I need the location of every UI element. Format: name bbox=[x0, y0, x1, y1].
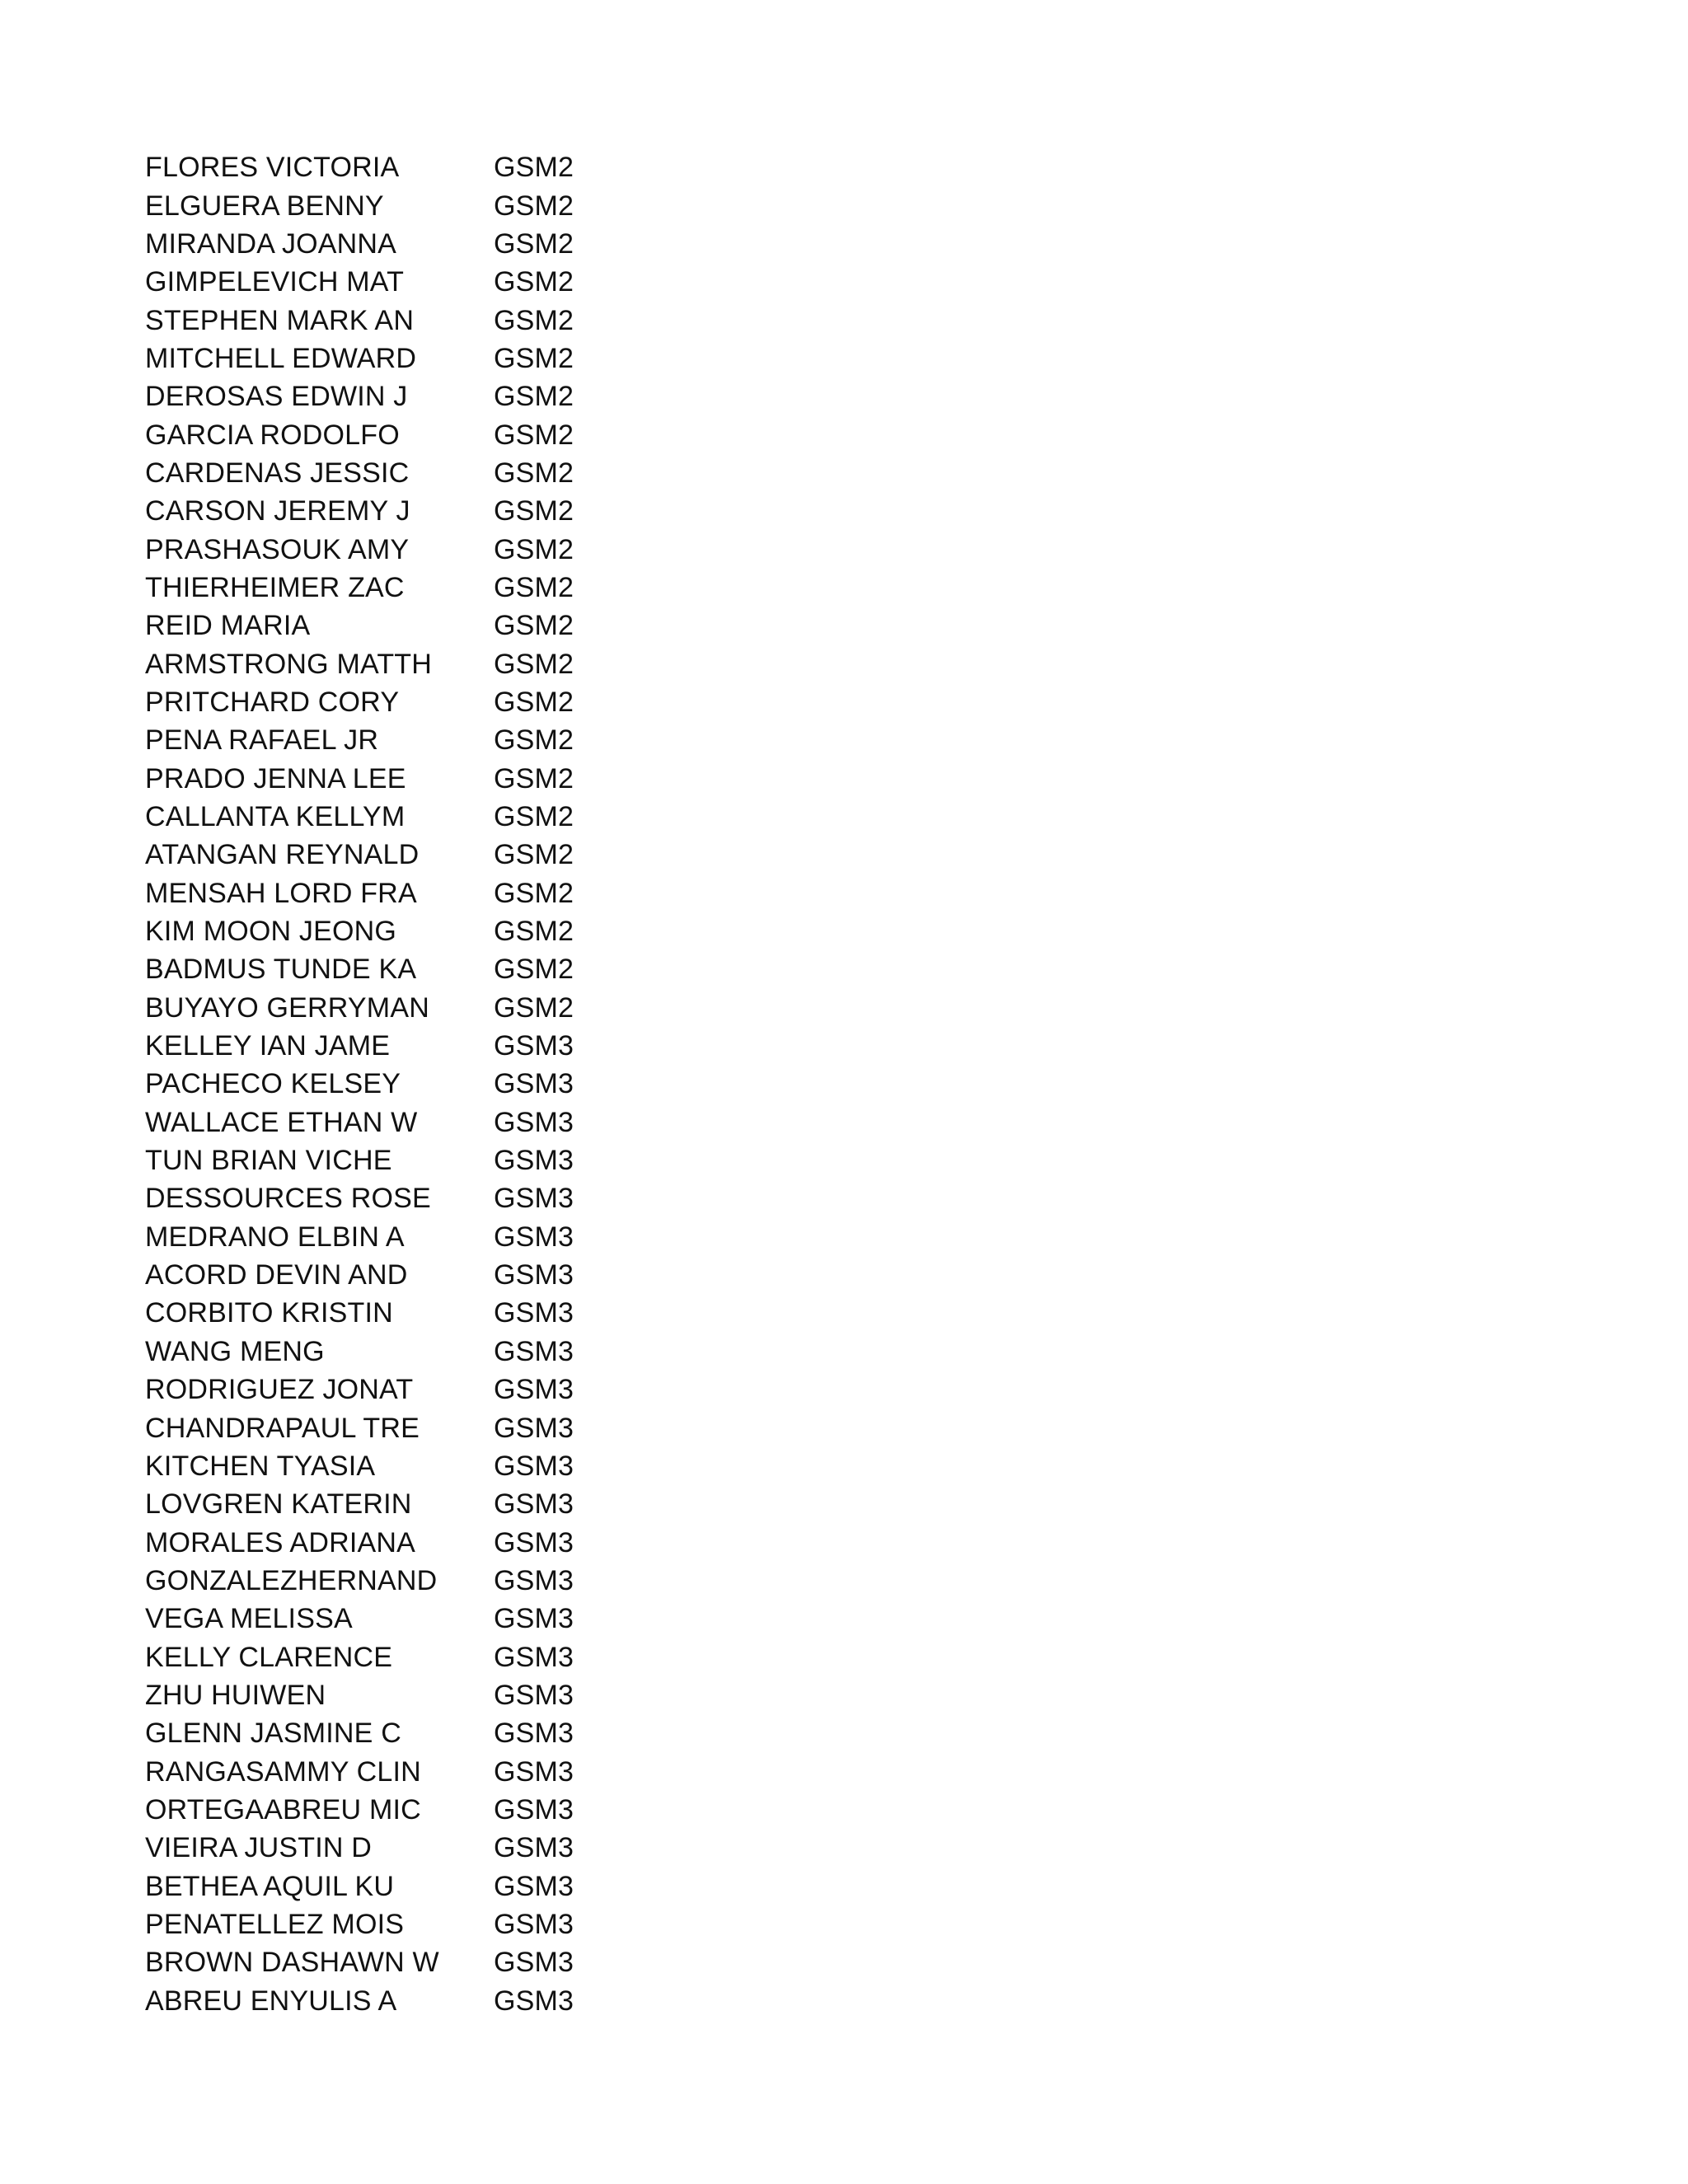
person-name: ACORD DEVIN AND bbox=[145, 1259, 408, 1291]
person-name: REID MARIA bbox=[145, 610, 311, 642]
group-code: GSM2 bbox=[494, 419, 574, 451]
list-item bbox=[145, 607, 607, 644]
group-code: GSM2 bbox=[494, 152, 574, 184]
person-name: GIMPELEVICH MAT bbox=[145, 266, 405, 298]
list-item bbox=[145, 1141, 607, 1179]
group-code: GSM2 bbox=[494, 227, 574, 260]
person-name: KITCHEN TYASIA bbox=[145, 1450, 376, 1482]
list-item bbox=[145, 415, 607, 453]
list-item bbox=[145, 1562, 607, 1600]
list-item bbox=[145, 1104, 607, 1141]
group-code: GSM2 bbox=[494, 724, 574, 757]
group-code: GSM3 bbox=[494, 1106, 574, 1138]
group-code: GSM3 bbox=[494, 1603, 574, 1635]
group-code: GSM2 bbox=[494, 916, 574, 948]
person-name: PACHECO KELSEY bbox=[145, 1068, 401, 1100]
list-item bbox=[145, 1829, 607, 1867]
person-name: ATANGAN REYNALD bbox=[145, 839, 420, 871]
list-item bbox=[145, 1256, 607, 1294]
list-item bbox=[145, 377, 607, 415]
group-code: GSM2 bbox=[494, 457, 574, 489]
list-item bbox=[145, 1714, 607, 1752]
person-name: STEPHEN MARK AN bbox=[145, 304, 415, 336]
person-name: MIRANDA JOANNA bbox=[145, 227, 397, 260]
list-item bbox=[145, 1294, 607, 1332]
person-name: TUN BRIAN VICHE bbox=[145, 1145, 392, 1177]
list-item bbox=[145, 1333, 607, 1371]
group-code: GSM3 bbox=[494, 1183, 574, 1215]
group-code: GSM2 bbox=[494, 190, 574, 222]
person-name: MEDRANO ELBIN A bbox=[145, 1221, 405, 1253]
list-item bbox=[145, 1867, 607, 1905]
group-code: GSM3 bbox=[494, 1832, 574, 1864]
list-item bbox=[145, 798, 607, 836]
person-name: BUYAYO GERRYMAN bbox=[145, 991, 429, 1024]
group-code: GSM3 bbox=[494, 1679, 574, 1711]
group-code: GSM2 bbox=[494, 762, 574, 794]
list-item bbox=[145, 530, 607, 568]
list-item bbox=[145, 1485, 607, 1523]
list-item bbox=[145, 1600, 607, 1638]
person-name: CORBITO KRISTIN bbox=[145, 1297, 393, 1329]
person-name: KELLEY IAN JAME bbox=[145, 1030, 391, 1062]
group-code: GSM2 bbox=[494, 877, 574, 909]
group-code: GSM2 bbox=[494, 495, 574, 527]
person-name: ORTEGAABREU MIC bbox=[145, 1793, 421, 1825]
list-item bbox=[145, 1523, 607, 1561]
group-code: GSM2 bbox=[494, 381, 574, 413]
person-name: BROWN DASHAWN W bbox=[145, 1947, 439, 1979]
list-item bbox=[145, 569, 607, 607]
person-name: WANG MENG bbox=[145, 1335, 325, 1367]
person-name: CHANDRAPAUL TRE bbox=[145, 1412, 420, 1444]
list-item bbox=[145, 1791, 607, 1829]
group-code: GSM2 bbox=[494, 648, 574, 680]
list-item bbox=[145, 1218, 607, 1256]
list-item bbox=[145, 1447, 607, 1485]
person-name: MORALES ADRIANA bbox=[145, 1526, 415, 1558]
group-code: GSM3 bbox=[494, 1870, 574, 1902]
group-code: GSM3 bbox=[494, 1297, 574, 1329]
list-item bbox=[145, 912, 607, 950]
group-code: GSM2 bbox=[494, 610, 574, 642]
list-item bbox=[145, 760, 607, 798]
person-name: RANGASAMMY CLIN bbox=[145, 1755, 421, 1788]
group-code: GSM3 bbox=[494, 1030, 574, 1062]
group-code: GSM3 bbox=[494, 1221, 574, 1253]
group-code: GSM3 bbox=[494, 1412, 574, 1444]
group-code: GSM3 bbox=[494, 1755, 574, 1788]
group-code: GSM3 bbox=[494, 1450, 574, 1482]
group-code: GSM3 bbox=[494, 1335, 574, 1367]
person-name: PRASHASOUK AMY bbox=[145, 533, 410, 565]
group-code: GSM2 bbox=[494, 571, 574, 603]
list-item bbox=[145, 1676, 607, 1714]
list-item bbox=[145, 225, 607, 263]
list-item bbox=[145, 301, 607, 339]
group-code: GSM3 bbox=[494, 1985, 574, 2017]
list-item bbox=[145, 1943, 607, 1981]
list-item bbox=[145, 683, 607, 721]
list-item bbox=[145, 1027, 607, 1065]
person-name: DEROSAS EDWIN J bbox=[145, 381, 408, 413]
list-item bbox=[145, 836, 607, 874]
group-code: GSM3 bbox=[494, 1374, 574, 1406]
list-item bbox=[145, 1982, 607, 2020]
group-code: GSM3 bbox=[494, 1718, 574, 1750]
list-item bbox=[145, 721, 607, 759]
list-item bbox=[145, 950, 607, 988]
group-code: GSM3 bbox=[494, 1947, 574, 1979]
person-name: KELLY CLARENCE bbox=[145, 1641, 393, 1673]
list-item bbox=[145, 263, 607, 301]
list-item bbox=[145, 1065, 607, 1103]
person-name: BADMUS TUNDE KA bbox=[145, 954, 417, 986]
roster-list bbox=[145, 148, 607, 2020]
person-name: BETHEA AQUIL KU bbox=[145, 1870, 395, 1902]
person-name: LOVGREN KATERIN bbox=[145, 1488, 412, 1521]
list-item bbox=[145, 492, 607, 530]
person-name: VEGA MELISSA bbox=[145, 1603, 353, 1635]
group-code: GSM3 bbox=[494, 1641, 574, 1673]
group-code: GSM3 bbox=[494, 1145, 574, 1177]
person-name: CARDENAS JESSIC bbox=[145, 457, 410, 489]
person-name: GONZALEZHERNAND bbox=[145, 1564, 438, 1596]
group-code: GSM3 bbox=[494, 1488, 574, 1521]
list-item bbox=[145, 340, 607, 377]
list-item bbox=[145, 1638, 607, 1675]
person-name: GLENN JASMINE C bbox=[145, 1718, 401, 1750]
group-code: GSM2 bbox=[494, 533, 574, 565]
person-name: KIM MOON JEONG bbox=[145, 916, 397, 948]
person-name: CARSON JEREMY J bbox=[145, 495, 410, 527]
group-code: GSM2 bbox=[494, 686, 574, 718]
group-code: GSM2 bbox=[494, 954, 574, 986]
person-name: CALLANTA KELLYM bbox=[145, 801, 406, 833]
person-name: ABREU ENYULIS A bbox=[145, 1985, 397, 2017]
group-code: GSM2 bbox=[494, 801, 574, 833]
person-name: ZHU HUIWEN bbox=[145, 1679, 326, 1711]
list-item bbox=[145, 1179, 607, 1217]
group-code: GSM3 bbox=[494, 1793, 574, 1825]
group-code: GSM2 bbox=[494, 991, 574, 1024]
list-item bbox=[145, 1752, 607, 1790]
list-item bbox=[145, 644, 607, 682]
group-code: GSM2 bbox=[494, 304, 574, 336]
person-name: THIERHEIMER ZAC bbox=[145, 571, 405, 603]
list-item bbox=[145, 454, 607, 492]
list-item bbox=[145, 148, 607, 186]
person-name: VIEIRA JUSTIN D bbox=[145, 1832, 373, 1864]
group-code: GSM2 bbox=[494, 342, 574, 374]
group-code: GSM2 bbox=[494, 266, 574, 298]
person-name: ARMSTRONG MATTH bbox=[145, 648, 433, 680]
list-item bbox=[145, 989, 607, 1027]
group-code: GSM3 bbox=[494, 1564, 574, 1596]
person-name: MENSAH LORD FRA bbox=[145, 877, 417, 909]
list-item bbox=[145, 874, 607, 912]
list-item bbox=[145, 1408, 607, 1446]
person-name: PRITCHARD CORY bbox=[145, 686, 400, 718]
person-name: DESSOURCES ROSE bbox=[145, 1183, 431, 1215]
person-name: PENATELLEZ MOIS bbox=[145, 1908, 405, 1940]
group-code: GSM3 bbox=[494, 1068, 574, 1100]
person-name: PRADO JENNA LEE bbox=[145, 762, 406, 794]
group-code: GSM3 bbox=[494, 1908, 574, 1940]
group-code: GSM2 bbox=[494, 839, 574, 871]
list-item bbox=[145, 186, 607, 224]
person-name: FLORES VICTORIA bbox=[145, 152, 400, 184]
person-name: ELGUERA BENNY bbox=[145, 190, 384, 222]
person-name: WALLACE ETHAN W bbox=[145, 1106, 418, 1138]
person-name: MITCHELL EDWARD bbox=[145, 342, 417, 374]
person-name: GARCIA RODOLFO bbox=[145, 419, 400, 451]
person-name: RODRIGUEZ JONAT bbox=[145, 1374, 414, 1406]
list-item bbox=[145, 1905, 607, 1943]
group-code: GSM3 bbox=[494, 1259, 574, 1291]
person-name: PENA RAFAEL JR bbox=[145, 724, 379, 757]
list-item bbox=[145, 1371, 607, 1408]
group-code: GSM3 bbox=[494, 1526, 574, 1558]
